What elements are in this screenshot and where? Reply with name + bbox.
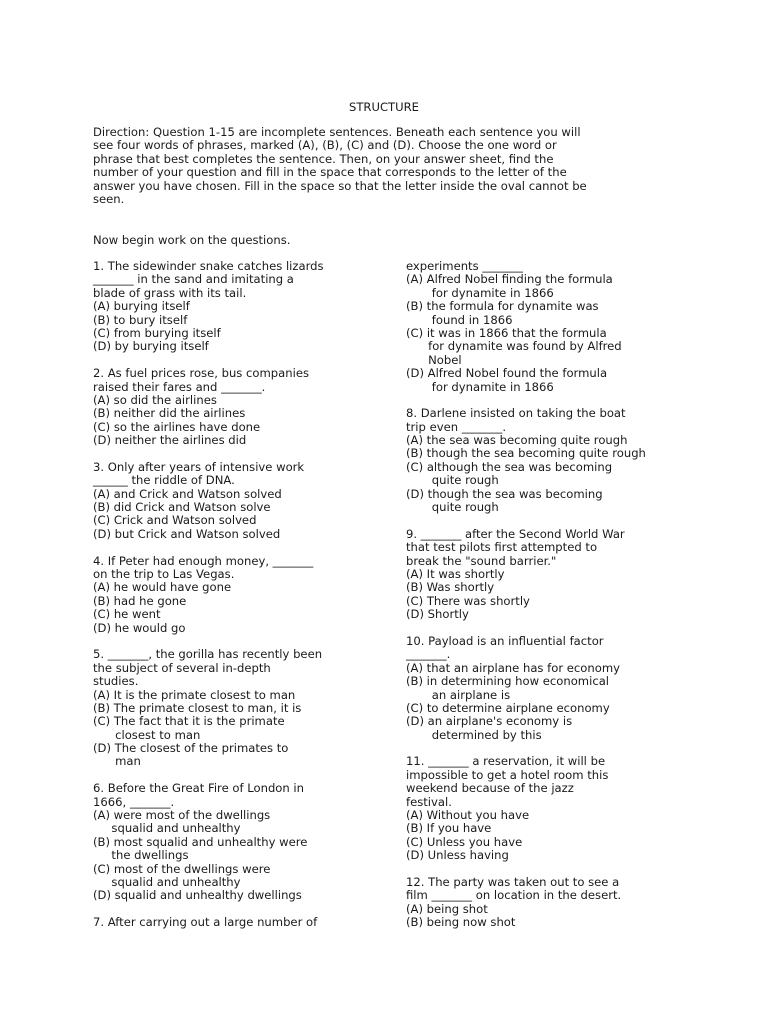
question-text: determined by this xyxy=(406,727,542,742)
answer-option: (B) though the sea becoming quite rough xyxy=(406,446,646,461)
question-block xyxy=(93,916,393,929)
question-text: _______ in the sand and imitating a xyxy=(93,272,294,287)
question-block xyxy=(406,755,706,862)
answer-option: (A) It is the primate closest to man xyxy=(93,687,296,702)
direction-line: Direction: Question 1-15 are incomplete sentences. Beneath each sentence you will xyxy=(93,125,581,139)
answer-option: (D) an airplane's economy is xyxy=(406,714,573,729)
question-text: 6. Before the Great Fire of London in xyxy=(93,781,305,796)
question-text: trip even _______. xyxy=(406,419,507,434)
answer-option: (D) though the sea was becoming xyxy=(406,486,603,501)
answer-option: (A) that an airplane has for economy xyxy=(406,660,620,675)
answer-option: (B) Was shortly xyxy=(406,580,495,595)
question-text: 12. The party was taken out to see a xyxy=(406,874,620,889)
question-block xyxy=(406,635,706,742)
question-text: 1666, _______. xyxy=(93,794,175,809)
answer-option: (D) Unless having xyxy=(406,848,509,863)
answer-option: (D) squalid and unhealthy dwellings xyxy=(93,888,302,903)
question-text: 11. _______ a reservation, it will be xyxy=(406,754,606,769)
question-block xyxy=(93,461,393,541)
answer-option: (A) were most of the dwellings xyxy=(93,808,271,823)
answer-option: (B) The primate closest to man, it is xyxy=(93,700,302,715)
question-block xyxy=(406,260,706,394)
answer-option: (B) had he gone xyxy=(93,593,187,608)
answer-option: (A) Alfred Nobel finding the formula xyxy=(406,272,613,287)
page-title: STRUCTURE xyxy=(348,100,420,114)
question-text: break the "sound barrier." xyxy=(406,553,557,568)
question-text: man xyxy=(93,754,141,769)
directions-paragraph xyxy=(93,126,603,206)
answer-option: (D) but Crick and Watson solved xyxy=(93,526,281,541)
answer-option: (A) the sea was becoming quite rough xyxy=(406,433,628,448)
answer-option: (D) he would go xyxy=(93,620,186,635)
question-text: squalid and unhealthy xyxy=(93,821,241,836)
answer-option: (B) the formula for dynamite was xyxy=(406,299,599,314)
question-text: for dynamite in 1866 xyxy=(406,379,554,394)
question-text: blade of grass with its tail. xyxy=(93,285,247,300)
question-text: 7. After carrying out a large number of xyxy=(93,915,318,930)
question-text: impossible to get a hotel room this xyxy=(406,767,609,782)
question-text: 1. The sidewinder snake catches lizards xyxy=(93,259,324,273)
question-text: quite rough xyxy=(406,473,499,488)
question-block xyxy=(406,876,706,930)
question-text: raised their fares and _______. xyxy=(93,379,266,394)
question-text: film _______ on location in the desert. xyxy=(406,888,622,903)
answer-option: (C) Crick and Watson solved xyxy=(93,513,257,528)
question-text: the dwellings xyxy=(93,848,189,863)
direction-line: see four words of phrases, marked (A), (B), (C) and (D). Choose the one word or xyxy=(93,138,557,153)
question-block xyxy=(93,782,393,903)
question-block xyxy=(406,528,706,622)
answer-option: (B) to bury itself xyxy=(93,312,188,327)
answer-option: (B) most squalid and unhealthy were xyxy=(93,834,308,849)
question-text: 8. Darlene insisted on taking the boat xyxy=(406,406,626,421)
question-text: ______ the riddle of DNA. xyxy=(93,473,235,488)
instruction-text: Now begin work on the questions. xyxy=(93,233,291,247)
direction-line: number of your question and fill in the space that corresponds to the letter of the xyxy=(93,165,567,180)
answer-option: (A) burying itself xyxy=(93,299,190,314)
answer-option: (D) neither the airlines did xyxy=(93,433,247,448)
right-column xyxy=(406,260,706,943)
answer-option: (A) and Crick and Watson solved xyxy=(93,486,282,501)
question-text: closest to man xyxy=(93,727,201,742)
question-text: 10. Payload is an influential factor xyxy=(406,633,604,648)
question-text: on the trip to Las Vegas. xyxy=(93,566,235,581)
question-text: squalid and unhealthy xyxy=(93,874,241,889)
question-text: for dynamite in 1866 xyxy=(406,285,554,300)
question-text: for dynamite was found by Alfred xyxy=(406,339,622,354)
answer-option: (C) There was shortly xyxy=(406,593,530,608)
answer-option: (B) If you have xyxy=(406,821,492,836)
question-text: Nobel xyxy=(406,352,462,367)
answer-option: (D) The closest of the primates to xyxy=(93,741,289,756)
answer-option: (B) being now shot xyxy=(406,915,516,930)
answer-option: (A) being shot xyxy=(406,901,488,916)
question-text: festival. xyxy=(406,794,452,809)
question-block xyxy=(93,367,393,447)
answer-option: (C) he went xyxy=(93,607,161,622)
answer-option: (C) most of the dwellings were xyxy=(93,861,271,876)
answer-option: (D) Shortly xyxy=(406,607,469,622)
question-text: weekend because of the jazz xyxy=(406,781,574,796)
question-block xyxy=(93,555,393,635)
answer-option: (D) by burying itself xyxy=(93,339,209,354)
question-block xyxy=(406,407,706,514)
answer-option: (A) he would have gone xyxy=(93,580,232,595)
answer-option: (A) Without you have xyxy=(406,808,530,823)
answer-option: (D) Alfred Nobel found the formula xyxy=(406,366,608,381)
answer-option: (C) to determine airplane economy xyxy=(406,700,610,715)
direction-line: answer you have chosen. Fill in the space so that the letter inside the oval cannot be xyxy=(93,178,587,193)
question-text: experiments _______ xyxy=(406,259,523,273)
question-text: found in 1866 xyxy=(406,312,513,327)
direction-line: phrase that best completes the sentence. Then, on your answer sheet, find the xyxy=(93,151,554,166)
answer-option: (B) in determining how economical xyxy=(406,674,610,689)
answer-option: (C) from burying itself xyxy=(93,325,221,340)
question-block xyxy=(93,648,393,769)
direction-line: seen. xyxy=(93,191,125,206)
question-text: 3. Only after years of intensive work xyxy=(93,459,305,474)
question-text: the subject of several in-depth xyxy=(93,660,271,675)
question-text: an airplane is xyxy=(406,687,511,702)
answer-option: (A) so did the airlines xyxy=(93,392,217,407)
answer-option: (C) The fact that it is the primate xyxy=(93,714,285,729)
question-text: _______. xyxy=(406,647,451,662)
answer-option: (C) it was in 1866 that the formula xyxy=(406,325,607,340)
answer-option: (C) Unless you have xyxy=(406,834,523,849)
question-text: studies. xyxy=(93,674,139,689)
question-text: 5. _______, the gorilla has recently been xyxy=(93,647,323,662)
answer-option: (A) It was shortly xyxy=(406,566,505,581)
question-text: 9. _______ after the Second World War xyxy=(406,526,625,541)
left-column xyxy=(93,260,393,943)
question-text: quite rough xyxy=(406,500,499,515)
question-block xyxy=(93,260,393,354)
question-text: that test pilots first attempted to xyxy=(406,540,598,555)
answer-option: (C) although the sea was becoming xyxy=(406,459,613,474)
answer-option: (C) so the airlines have done xyxy=(93,419,261,434)
answer-option: (B) did Crick and Watson solve xyxy=(93,500,271,515)
answer-option: (B) neither did the airlines xyxy=(93,406,246,421)
question-text: 4. If Peter had enough money, _______ xyxy=(93,553,314,568)
question-text: 2. As fuel prices rose, bus companies xyxy=(93,366,310,381)
